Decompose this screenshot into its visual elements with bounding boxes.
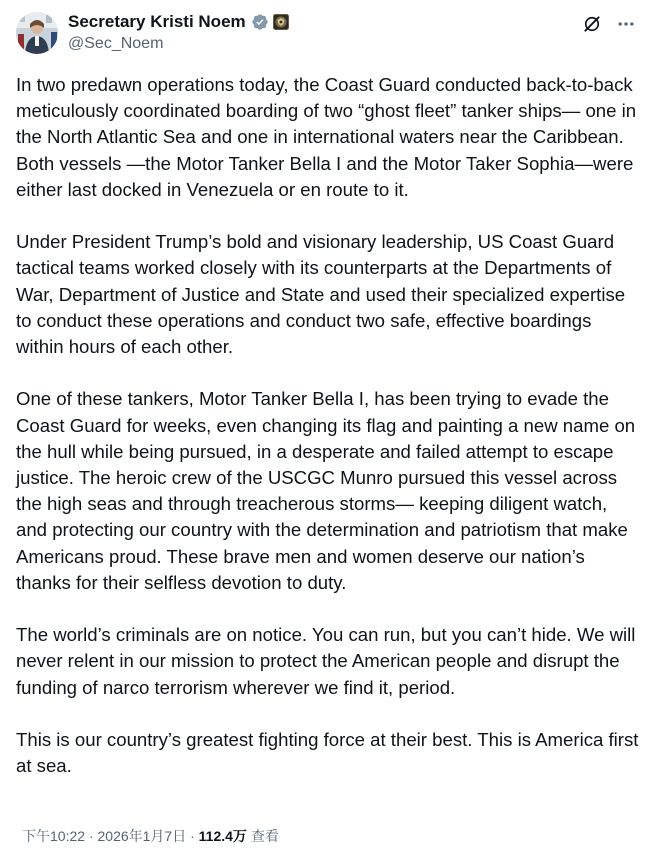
tweet-header bbox=[16, 10, 636, 58]
post-time[interactable]: 下午10:22 bbox=[22, 828, 86, 844]
tweet-meta bbox=[22, 826, 279, 846]
author-info bbox=[68, 10, 289, 55]
meta-separator: · bbox=[85, 828, 98, 844]
views-label: 查看 bbox=[246, 828, 279, 844]
tweet-paragraph: This is our country’s greatest fighting force at their best. This is America first at sea. bbox=[16, 729, 639, 777]
grok-icon[interactable] bbox=[582, 14, 602, 34]
name-row bbox=[68, 10, 289, 34]
tweet-text bbox=[16, 72, 641, 806]
post-date[interactable]: 2026年1月7日 bbox=[97, 828, 187, 844]
views-count[interactable]: 112.4万 bbox=[198, 828, 247, 844]
dhs-seal-badge-icon[interactable] bbox=[273, 14, 289, 30]
verified-badge-icon[interactable] bbox=[251, 13, 269, 31]
tweet-paragraph: Under President Trump’s bold and visionary leadership, US Coast Guard tactical teams worked closely with its counterparts at the Departments of War, Department of Justice and State and used their specialized expertise to conduct these operations and conduct two safe, effective boardings within hours of each other. bbox=[16, 231, 626, 358]
meta-separator: · bbox=[186, 828, 199, 844]
display-name[interactable]: Secretary Kristi Noem bbox=[68, 12, 246, 31]
tweet-paragraph: In two predawn operations today, the Coast Guard conducted back-to-back meticulously coordinated boarding of two “ghost fleet” tanker ships— one in the North Atlantic Sea and one in international waters near the Caribbean. Both vessels —the Motor Tanker Bella I and the Motor Taker Sophia—were either last docked in Venezuela or en route to it. bbox=[16, 74, 637, 200]
avatar[interactable] bbox=[16, 12, 58, 54]
tweet-paragraph: One of these tankers, Motor Tanker Bella I, has been trying to evade the Coast Guard for weeks, even changing its flag and painting a new name on the hull while being pursued, in a desperate and failed attempt to escape justice. The heroic crew of the USCGC Munro pursued this vessel across the high seas and through treacherous storms— keeping diligent watch, and protecting our country with the determination and patriotism that make Americans proud. These brave men and women deserve our nation’s thanks for their selfless devotion to duty. bbox=[16, 388, 636, 593]
tweet-paragraph: The world’s criminals are on notice. You can run, but you can’t hide. We will never relent in our mission to protect the American people and disrupt the funding of narco terrorism wherever we find it, period. bbox=[16, 624, 636, 698]
more-horizontal-icon[interactable] bbox=[616, 14, 636, 34]
handle[interactable]: @Sec_Noem bbox=[68, 35, 164, 52]
header-actions bbox=[582, 14, 636, 34]
avatar-image bbox=[16, 12, 58, 54]
